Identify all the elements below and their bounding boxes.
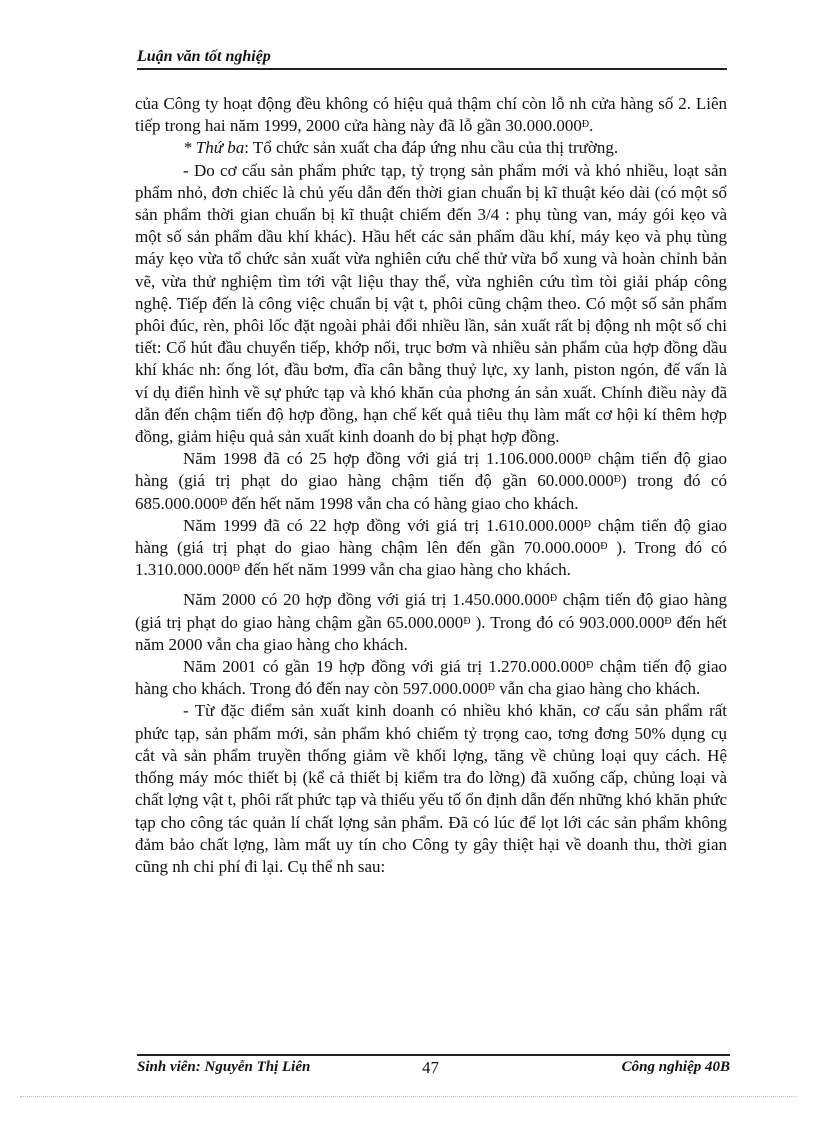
paragraph-8: - Từ đặc điểm sản xuất kinh doanh có nhiều khó khăn, cơ cấu sản phẩm rất phức tạp, sản phẩm mới, sản phẩm khó chiếm tỷ trọng cao, tơng đơng 50% dụng cụ cắt và sản phẩm truyền thống giảm về khối lợng, tăng về chủng loại quy cách. Hệ thống máy móc thiết bị (kể cả thiết bị kiểm tra đo lờng) đã xuống cấp, chủng loại và chất lợng vật t, phôi rất phức tạp và thiếu yếu tố ổn định dẫn đến những khó khăn phức tạp cho công tác quản lí chất lợng sản phẩm. Đã có lúc để lọt lới các sản phẩm không đảm bảo chất lợng, làm mất uy tín cho Công ty gây thiệt hại về doanh thu, thời gian cũng nh chi phí đi lại. Cụ thể nh sau: (135, 701, 727, 876)
paragraph-4-text-c: ) trong đó có 685.000.000 (135, 471, 727, 513)
currency-mark: Đ (600, 541, 608, 553)
paragraph-3: - Do cơ cấu sản phẩm phức tạp, tỷ trọng sản phẩm mới và khó nhiều, loạt sản phẩm nhỏ, đơn chiếc là chủ yếu dẫn đến thời gian chuẩn bị kĩ thuật kéo dài (có một số sản phẩm thời gian chuẩn bị kĩ thuật chiếm đến 3/4 : phụ tùng van, máy gói kẹo và một số sản phẩm dầu khí khác). Hầu hết các sản phẩm dầu khí, máy kẹo và phụ tùng máy kẹo vừa tổ chức sản xuất vừa nghiên cứu chế thử vừa bổ xung và hoàn chỉnh bản vẽ, vừa thử nghiệm tìm tới vật liệu thay thế, vừa nghiên cứu tìm tòi giải pháp công nghệ. Tiếp đến là công việc chuẩn bị vật t, phôi cũng chậm theo. Có một số sản phẩm phôi đúc, rèn, phôi lốc đặt ngoài phải đổi nhiều lần, sản xuất rất bị động nh một số chi tiết: Cổ hút đầu chuyển tiếp, khớp nối, trục bơm và nhiều sản phẩm của hợp đồng dầu khí khác nh: ống lót, đầu bơm, đĩa cân bằng thuỷ lực, xy lanh, piston ngón, đế vấn là ví dụ điển hình về sự phức tạp và khó khăn của phơng án sản xuất. Chính điều này đã dẫn đến chậm tiến độ hợp đồng, hạn chế kết quả tiêu thụ làm mất cơ hội kí thêm hợp đồng, giảm hiệu quả sản xuất kinh doanh do bị phạt hợp đồng. (135, 160, 727, 447)
currency-mark: Đ (613, 474, 621, 486)
currency-mark: Đ (232, 563, 240, 575)
paragraph-4-text-b: chậm tiến độ giao hàng (giá trị phạt do giao hàng chậm tiến độ gần 60.000.000 (135, 449, 728, 491)
paragraph-6 (135, 589, 727, 656)
page-footer (137, 1054, 730, 1080)
currency-mark: Đ (463, 615, 471, 627)
paragraph-5-text-a: Năm 1999 đã có 22 hợp đồng với giá trị 1.610.000.000 (183, 515, 584, 535)
paragraph-5 (135, 515, 727, 582)
paragraph-7-text-a: Năm 2001 có gần 19 hợp đồng với giá trị 1.270.000.000 (183, 657, 587, 677)
paragraph-6-text-b: chậm tiến độ giao hàng (giá trị phạt do giao hàng chậm gần 65.000.000 (135, 590, 728, 632)
document-body (135, 93, 727, 878)
paragraph-5-text-d: đến hết năm 1999 vẫn cha giao hàng cho khách. (239, 560, 571, 580)
header-title: Luận văn tốt nghiệp (137, 48, 271, 65)
paragraph-2 (135, 137, 727, 159)
paragraph-7 (135, 656, 727, 700)
page-header (137, 46, 727, 70)
currency-mark: Đ (583, 452, 591, 464)
currency-mark: Đ (583, 518, 591, 530)
paragraph-7-text-b: chậm tiến độ giao hàng cho khách. Trong đó đến nay còn 597.000.000 (135, 657, 727, 699)
currency-mark: Đ (549, 593, 558, 605)
paragraph-2-text: : Tổ chức sản xuất cha đáp ứng nhu cầu của thị trường. (244, 138, 619, 158)
paragraph-6-text-c: ). Trong đó có 903.000.000 (470, 612, 665, 632)
page-bottom-divider (20, 1096, 796, 1097)
paragraph-6-text-a: Năm 2000 có 20 hợp đồng với giá trị 1.450.000.000 (183, 590, 550, 610)
paragraph-4-text-d: đến hết năm 1998 vẫn cha có hàng giao cho khách. (227, 493, 579, 513)
paragraph-7-text-c: vẫn cha giao hàng cho khách. (494, 679, 701, 699)
currency-mark: Đ (487, 682, 495, 694)
paragraph-1-text: của Công ty hoạt động đều không có hiệu quả thậm chí còn lỗ nh cửa hàng số 2. Liên tiếp trong hai năm 1999, 2000 cửa hàng này đã lỗ gần 30.000.000 (135, 94, 727, 136)
section-label: * Thứ ba (183, 138, 245, 158)
currency-mark: Đ (664, 615, 672, 627)
footer-student-name: Sinh viên: Nguyễn Thị Liên (137, 1059, 311, 1075)
paragraph-1: của Công ty hoạt động đều không có hiệu quả thậm chí còn lỗ nh cửa hàng số 2. Liên tiếp trong hai năm 1999, 2000 cửa hàng này đã lỗ gần $30.000.000^Đ$. (135, 94, 727, 136)
paragraph-5-text-c: ). Trong đó có 1.310.000.000 (135, 538, 727, 580)
paragraph-6-text-d: đến hết năm 2000 vẫn cha giao hàng cho khách. (135, 612, 727, 654)
page-number: 47 (422, 1058, 439, 1077)
paragraph-4-text-a: Năm 1998 đã có 25 hợp đồng với giá trị 1.106.000.000 (183, 449, 584, 469)
paragraph-4 (135, 448, 727, 515)
paragraph-5-text-b: chậm tiến độ giao hàng (giá trị phạt do giao hàng chậm lên đến gần 70.000.000 (135, 515, 728, 558)
currency-mark: Đ (586, 660, 594, 672)
currency-mark: Đ (581, 119, 590, 131)
currency-mark: Đ (220, 496, 228, 508)
footer-class: Công nghiệp 40B (621, 1059, 730, 1075)
